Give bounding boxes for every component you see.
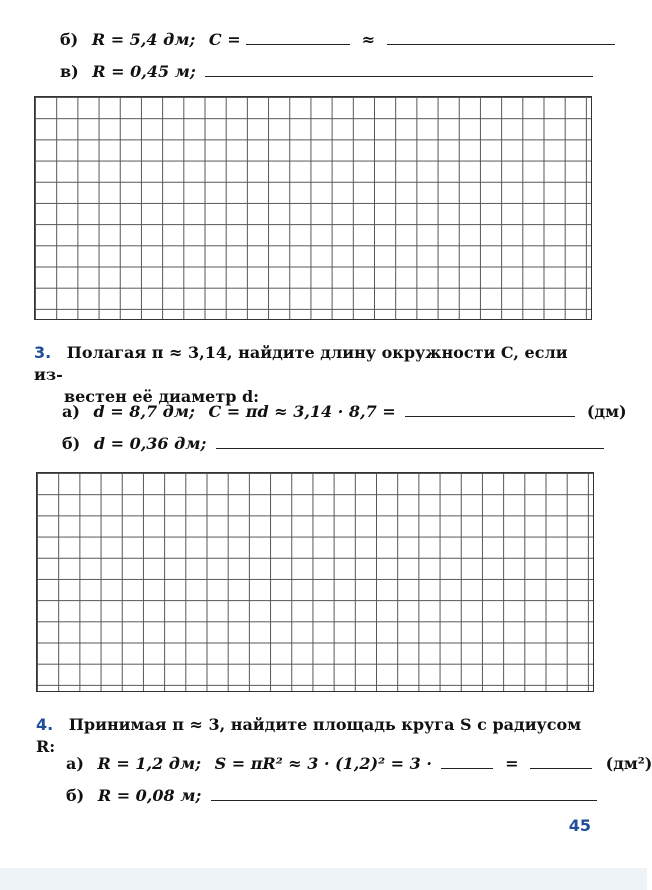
given-value: R = 1,2 дм; (97, 754, 202, 773)
item-label: в) (60, 62, 79, 81)
task-number: 3. (34, 343, 52, 362)
given-value: R = 0,08 м; (97, 786, 202, 805)
task-text-line1: Полагая π ≈ 3,14, найдите длину окружности C, если из- (34, 343, 568, 384)
answer-blank[interactable] (211, 786, 597, 801)
task-text-line2: вестен её диаметр d: (64, 387, 260, 406)
answer-blank[interactable] (216, 434, 604, 449)
given-value: d = 0,36 дм; (93, 434, 207, 453)
formula-text: C = πd ≈ 3,14 · 8,7 = (208, 402, 396, 421)
unit-label: (дм²) (605, 754, 652, 773)
answer-blank[interactable] (441, 754, 493, 769)
page-bottom-strip (0, 868, 647, 890)
approx-sign: ≈ (361, 30, 376, 49)
item-label: а) (62, 402, 80, 421)
task-3-item-b (62, 434, 604, 454)
given-value: R = 5,4 дм; (91, 30, 196, 49)
task-3-item-a (62, 402, 627, 422)
unit-label: (дм) (586, 402, 627, 421)
given-value: R = 0,45 м; (92, 62, 196, 81)
formula-text: C = (208, 30, 241, 49)
prev-item-v (60, 62, 593, 82)
item-label: а) (66, 754, 84, 773)
answer-blank[interactable] (205, 62, 593, 77)
task-4-item-a (66, 754, 652, 774)
item-label: б) (60, 30, 79, 49)
answer-blank[interactable] (246, 30, 350, 45)
item-label: б) (66, 786, 85, 805)
equals-sign: = (505, 754, 519, 773)
task-3-statement (34, 342, 594, 408)
formula-text: S = πR² ≈ 3 · (1,2)² = 3 · (214, 754, 432, 773)
task-4-statement (36, 714, 596, 758)
answer-blank[interactable] (387, 30, 615, 45)
page-number: 45 (568, 816, 591, 835)
task-text: Принимая π ≈ 3, найдите площадь круга S с радиусом R: (36, 715, 582, 756)
answer-blank[interactable] (530, 754, 592, 769)
task-4-item-b (66, 786, 597, 806)
answer-blank[interactable] (405, 402, 575, 417)
work-grid-2[interactable] (36, 472, 594, 692)
given-value: d = 8,7 дм; (93, 402, 195, 421)
prev-item-b (60, 30, 615, 50)
work-grid-1[interactable] (34, 96, 592, 320)
item-label: б) (62, 434, 81, 453)
task-number: 4. (36, 715, 54, 734)
